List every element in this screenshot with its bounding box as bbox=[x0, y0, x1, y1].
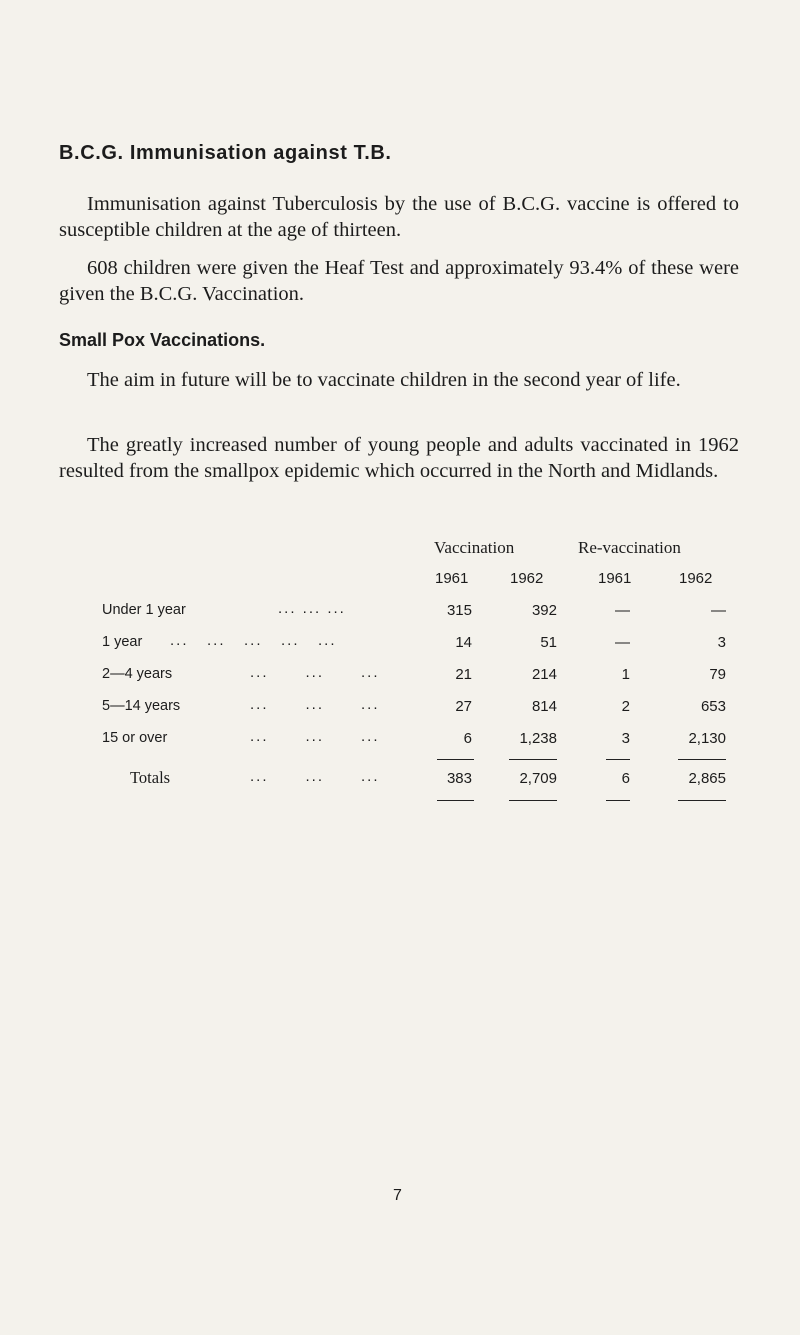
leader-dots: ... ... ... ... ... bbox=[170, 632, 337, 649]
group-header-vaccination: Vaccination bbox=[434, 538, 515, 557]
leader-dots: ... ... ... bbox=[250, 664, 380, 681]
table-cell: 1 bbox=[621, 666, 630, 683]
totals-cell: 2,709 bbox=[519, 770, 557, 787]
row-label: 5—14 years bbox=[102, 698, 181, 714]
totals-cell: 2,865 bbox=[688, 770, 726, 787]
table-cell: — bbox=[615, 634, 630, 651]
table-cell: 2,130 bbox=[688, 730, 726, 747]
bcg-paragraph-2-text: 608 children were given the Heaf Test and approximately 93.4% of these were given the B.C.G. Vaccination. bbox=[59, 257, 739, 305]
rule bbox=[678, 800, 726, 801]
table-cell: 2 bbox=[621, 698, 630, 715]
table-cell: 51 bbox=[540, 634, 557, 651]
year-header: 1961 bbox=[435, 570, 469, 587]
leader-dots: ... ... ... bbox=[278, 600, 346, 617]
row-label: Under 1 year bbox=[102, 602, 186, 618]
totals-label: Totals bbox=[130, 768, 171, 787]
page-number: 7 bbox=[393, 1187, 402, 1204]
table-cell: 814 bbox=[531, 698, 557, 715]
table-cell: 214 bbox=[531, 666, 557, 683]
table-cell: 315 bbox=[446, 602, 472, 619]
row-label: 2—4 years bbox=[102, 666, 173, 682]
table-cell: 6 bbox=[463, 730, 472, 747]
smallpox-heading: Small Pox Vaccinations. bbox=[59, 330, 266, 350]
year-header: 1962 bbox=[510, 570, 544, 587]
table-cell: 27 bbox=[455, 698, 472, 715]
table-cell: 21 bbox=[455, 666, 472, 683]
year-header: 1962 bbox=[679, 570, 713, 587]
table-cell: 14 bbox=[455, 634, 472, 651]
bcg-paragraph-1-text: Immunisation against Tuberculosis by the use of B.C.G. vaccine is offered to susceptible children at the age of thirteen. bbox=[59, 193, 739, 241]
leader-dots: ... ... ... bbox=[250, 768, 380, 785]
rule bbox=[606, 759, 630, 760]
table-cell: 1,238 bbox=[519, 730, 557, 747]
rule bbox=[437, 800, 474, 801]
totals-cell: 383 bbox=[446, 770, 472, 787]
rule bbox=[678, 759, 726, 760]
leader-dots: ... ... ... bbox=[250, 728, 380, 745]
rule bbox=[606, 800, 630, 801]
smallpox-paragraph-1-text: The aim in future will be to vaccinate children in the second year of life. bbox=[87, 369, 681, 391]
year-header: 1961 bbox=[598, 570, 632, 587]
rule bbox=[509, 759, 557, 760]
table-cell: 653 bbox=[700, 698, 726, 715]
table-cell: — bbox=[711, 602, 726, 619]
row-label: 1 year bbox=[102, 634, 143, 650]
group-header-revaccination: Re-vaccination bbox=[578, 538, 681, 557]
row-label: 15 or over bbox=[102, 730, 168, 746]
table-cell: 3 bbox=[621, 730, 630, 747]
table-cell: 3 bbox=[717, 634, 726, 651]
bcg-heading: B.C.G. Immunisation against T.B. bbox=[59, 142, 392, 164]
leader-dots: ... ... ... bbox=[250, 696, 380, 713]
table-cell: — bbox=[615, 602, 630, 619]
rule bbox=[509, 800, 557, 801]
totals-cell: 6 bbox=[621, 770, 630, 787]
rule bbox=[437, 759, 474, 760]
table-cell: 392 bbox=[531, 602, 557, 619]
smallpox-paragraph-2-text: The greatly increased number of young people and adults vaccinated in 1962 resulted from the smallpox epidemic which occurred in the North and Midlands. bbox=[59, 434, 739, 482]
table-cell: 79 bbox=[709, 666, 726, 683]
